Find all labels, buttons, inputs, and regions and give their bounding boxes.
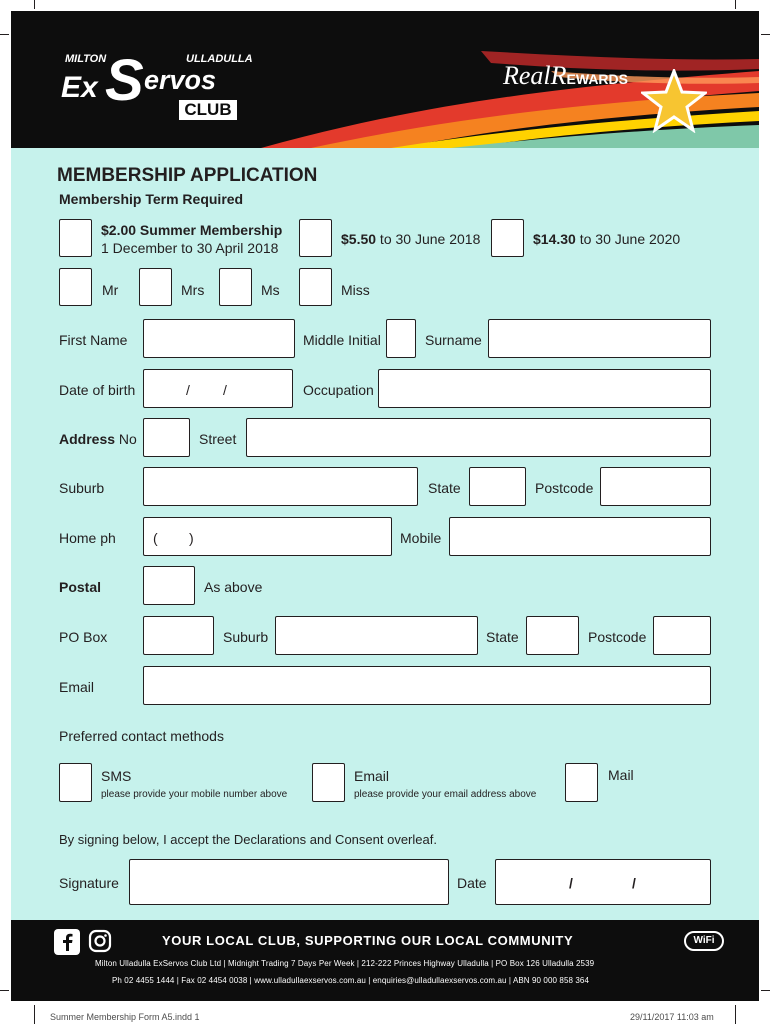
po-box-label: PO Box [59, 629, 108, 645]
footer-tagline: YOUR LOCAL CLUB, SUPPORTING OUR LOCAL COMMUNITY [162, 933, 574, 948]
title-miss-checkbox[interactable] [299, 268, 332, 306]
term-heading: Membership Term Required [59, 191, 244, 207]
suburb-field[interactable] [143, 467, 418, 506]
crop-mark [761, 990, 770, 991]
address-label [59, 431, 137, 447]
term-2018-price: $5.50 [341, 231, 377, 247]
crop-mark [0, 990, 9, 991]
as-above-label: As above [204, 579, 263, 595]
email-contact-checkbox[interactable] [312, 763, 345, 802]
address-no: No [115, 431, 137, 447]
address-heading: Address [59, 431, 116, 447]
crop-mark [735, 0, 736, 9]
term-summer-label: $2.00 Summer Membership [101, 222, 283, 238]
term-summer-dates: 1 December to 30 April 2018 [101, 240, 279, 256]
surname-field[interactable] [488, 319, 711, 358]
occupation-label: Occupation [303, 382, 374, 398]
preferred-contact-heading: Preferred contact methods [59, 728, 224, 744]
print-timestamp: 29/11/2017 11:03 am [630, 1012, 714, 1022]
street-field[interactable] [246, 418, 711, 457]
title-ms-checkbox[interactable] [219, 268, 252, 306]
term-2020-price: $14.30 [533, 231, 576, 247]
postal-postcode-label: Postcode [588, 629, 647, 645]
sms-label: SMS [101, 768, 132, 784]
logo-s: S [105, 48, 144, 113]
term-summer-checkbox[interactable] [59, 219, 92, 257]
surname-label: Surname [425, 332, 482, 348]
signature-field[interactable] [129, 859, 449, 905]
logo-club: CLUB [179, 100, 237, 120]
email-contact-label: Email [354, 768, 390, 784]
rewards-ewards: EWARDS [566, 71, 628, 87]
address-no-field[interactable] [143, 418, 190, 457]
signature-label: Signature [59, 875, 119, 891]
logo-ulladulla: ULLADULLA [186, 53, 253, 65]
logo-milton: MILTON [65, 53, 107, 65]
crop-mark [0, 34, 9, 35]
print-file-info: Summer Membership Form A5.indd 1 [50, 1012, 200, 1022]
dob-separator: / [223, 382, 227, 398]
email-field[interactable] [143, 666, 711, 705]
crop-mark [34, 1005, 35, 1024]
first-name-field[interactable] [143, 319, 295, 358]
postal-postcode-field[interactable] [653, 616, 711, 655]
title-mr-checkbox[interactable] [59, 268, 92, 306]
postal-suburb-field[interactable] [275, 616, 478, 655]
title-miss-label: Miss [341, 282, 370, 298]
email-contact-note: please provide your email address above [354, 789, 537, 800]
as-above-checkbox[interactable] [143, 566, 195, 605]
home-ph-field[interactable] [143, 517, 392, 556]
home-ph-paren: ) [189, 530, 194, 546]
dob-label: Date of birth [59, 382, 136, 398]
rewards-r: R [550, 61, 567, 90]
postal-suburb-label: Suburb [223, 629, 269, 645]
instagram-icon[interactable] [88, 929, 112, 953]
footer-line-1: Milton Ulladulla ExServos Club Ltd | Midnight Trading 7 Days Per Week | 212-222 Princes Highway Ulladulla | PO Box 126 Ulladulla 2539 [95, 959, 595, 968]
first-name-label: First Name [59, 332, 128, 348]
date-label: Date [457, 875, 487, 891]
declaration-text: By signing below, I accept the Declarations and Consent overleaf. [59, 832, 437, 847]
header-banner [11, 11, 759, 148]
title-ms-label: Ms [261, 282, 280, 298]
star-icon [641, 69, 707, 133]
middle-initial-label: Middle Initial [303, 332, 381, 348]
middle-initial-field[interactable] [386, 319, 416, 358]
email-label: Email [59, 679, 95, 695]
home-ph-label: Home ph [59, 530, 116, 546]
dob-field[interactable] [143, 369, 293, 408]
sms-note: please provide your mobile number above [101, 789, 288, 800]
title-mrs-checkbox[interactable] [139, 268, 172, 306]
form-title: MEMBERSHIP APPLICATION [57, 165, 318, 186]
date-separator: / [632, 875, 636, 891]
postal-label: Postal [59, 579, 102, 595]
mail-label: Mail [608, 767, 634, 783]
postcode-label: Postcode [535, 480, 594, 496]
wifi-icon [684, 931, 724, 951]
title-mr-label: Mr [102, 282, 119, 298]
occupation-field[interactable] [378, 369, 711, 408]
term-2020-rest: to 30 June 2020 [575, 231, 681, 247]
postal-state-field[interactable] [526, 616, 579, 655]
facebook-icon[interactable] [54, 929, 80, 955]
suburb-label: Suburb [59, 480, 105, 496]
mobile-field[interactable] [449, 517, 711, 556]
date-separator: / [569, 875, 573, 891]
wifi-label: WiFi [693, 935, 715, 946]
mail-checkbox[interactable] [565, 763, 598, 802]
postcode-field[interactable] [600, 467, 711, 506]
state-label: State [428, 480, 461, 496]
dob-separator: / [186, 382, 190, 398]
crop-mark [761, 34, 770, 35]
postal-state-label: State [486, 629, 519, 645]
term-2020-label [533, 231, 680, 247]
crop-mark [735, 1005, 736, 1024]
date-field[interactable] [495, 859, 711, 905]
real-rewards-logo [503, 61, 628, 91]
term-2020-checkbox[interactable] [491, 219, 524, 257]
footer-line-2: Ph 02 4455 1444 | Fax 02 4454 0038 | www.ulladullaexservos.com.au | enquiries@ulladullaexservos.com.au | ABN 90 000 858 364 [112, 976, 590, 985]
street-label: Street [199, 431, 237, 447]
rewards-real: Real [503, 61, 551, 90]
po-box-field[interactable] [143, 616, 214, 655]
state-field[interactable] [469, 467, 526, 506]
home-ph-paren: ( [153, 530, 158, 546]
logo-ex: Ex [61, 71, 98, 104]
term-2018-rest: to 30 June 2018 [376, 231, 481, 247]
logo-ervos: ervos [144, 65, 217, 95]
sms-checkbox[interactable] [59, 763, 92, 802]
term-2018-label [341, 231, 480, 247]
mobile-label: Mobile [400, 530, 442, 546]
title-mrs-label: Mrs [181, 282, 205, 298]
term-2018-checkbox[interactable] [299, 219, 332, 257]
crop-mark [34, 0, 35, 9]
